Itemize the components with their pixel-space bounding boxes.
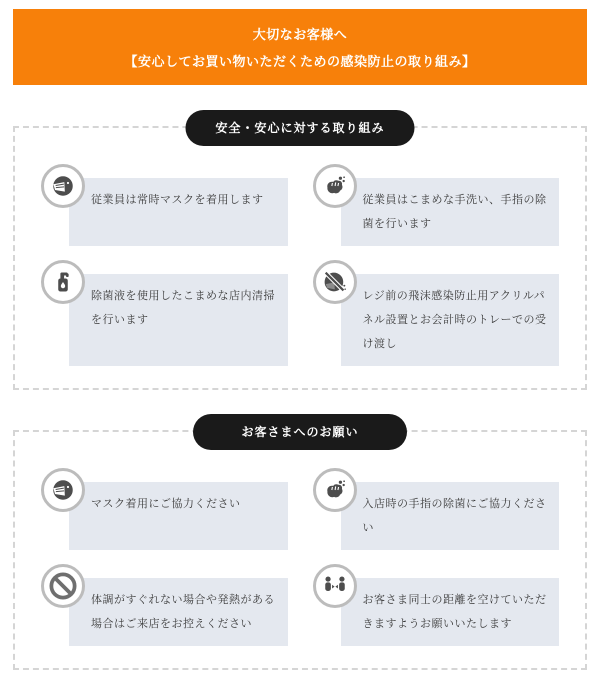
section-title-pill: お客さまへのお願い xyxy=(193,414,407,450)
hand-wash-icon xyxy=(313,164,357,208)
section-customer-requests xyxy=(13,425,587,670)
banner-line2: 【安心してお買い物いただくための感染防止の取り組み】 xyxy=(124,54,476,69)
list-item xyxy=(313,564,560,646)
face-mask-icon xyxy=(41,164,85,208)
items-grid xyxy=(41,468,559,646)
item-text: 入店時の手指の除菌にご協力ください xyxy=(341,482,560,550)
list-item xyxy=(313,164,560,246)
section-store-measures xyxy=(13,121,587,390)
item-text: 従業員はこまめな手洗い、手指の除菌を行います xyxy=(341,178,560,246)
item-text: マスク着用にご協力ください xyxy=(69,482,288,550)
item-text: お客さま同士の距離を空けていただきますようお願いいたします xyxy=(341,578,560,646)
list-item xyxy=(41,564,288,646)
items-grid xyxy=(41,164,559,366)
list-item xyxy=(41,260,288,366)
item-text: 除菌液を使用したこまめな店内清掃を行います xyxy=(69,274,288,366)
list-item xyxy=(41,468,288,550)
section-title-pill: 安全・安心に対する取り組み xyxy=(185,110,414,146)
list-item xyxy=(313,260,560,366)
prohibition-icon xyxy=(41,564,85,608)
hand-wash-icon xyxy=(313,468,357,512)
item-text: 従業員は常時マスクを着用します xyxy=(69,178,288,246)
list-item xyxy=(41,164,288,246)
droplet-block-icon xyxy=(313,260,357,304)
item-text: レジ前の飛沫感染防止用アクリルパネル設置とお会計時のトレーでの受け渡し xyxy=(341,274,560,366)
banner-line1: 大切なお客様へ xyxy=(252,27,348,42)
spray-bottle-icon xyxy=(41,260,85,304)
face-mask-icon xyxy=(41,468,85,512)
list-item xyxy=(313,468,560,550)
item-text: 体調がすぐれない場合や発熱がある場合はご来店をお控えください xyxy=(69,578,288,646)
header-banner xyxy=(13,9,587,85)
social-distance-icon xyxy=(313,564,357,608)
